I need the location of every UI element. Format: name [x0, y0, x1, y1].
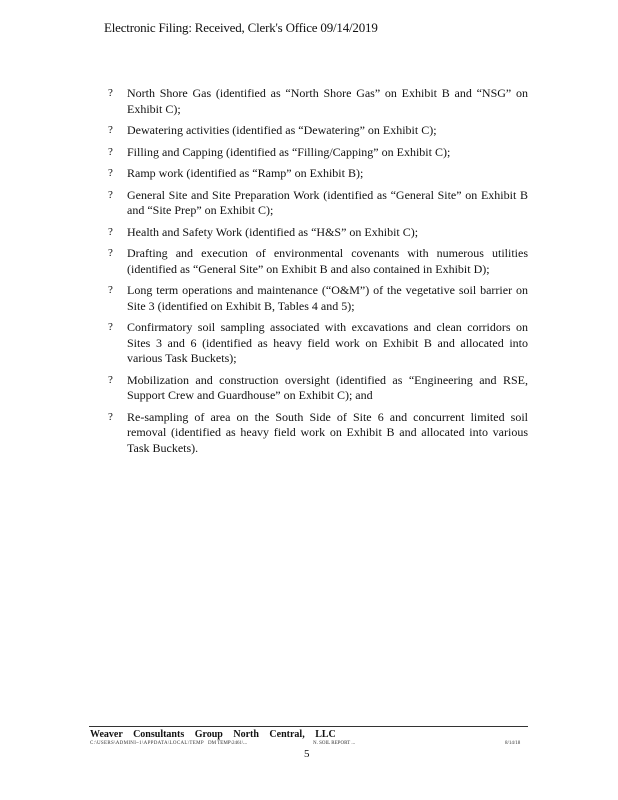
footer-firm-name: Weaver Consultants Group North Central, LLC [90, 729, 336, 740]
bullet-glyph: ? [108, 410, 113, 423]
list-item-text: Drafting and execution of environmental covenants with numerous utilities (identified as “General Site” on Exhibit B and also contained in Exhibit D); [127, 246, 528, 276]
list-item [108, 188, 528, 219]
list-item-text: Ramp work (identified as “Ramp” on Exhibit B); [127, 166, 364, 180]
footer-doc-name: N. SOIL REPORT ... [313, 741, 356, 746]
bullet-glyph: ? [108, 188, 113, 201]
bullet-glyph: ? [108, 225, 113, 238]
bullet-glyph: ? [108, 284, 113, 296]
list-item-text: General Site and Site Preparation Work (identified as “General Site” on Exhibit B and “Site Prep” on Exhibit C); [127, 187, 528, 217]
bullet-glyph: ? [108, 167, 113, 179]
list-item [108, 123, 528, 139]
page-number: 5 [304, 748, 310, 760]
list-item [108, 373, 528, 404]
footer-divider [89, 726, 528, 727]
list-item [108, 86, 528, 117]
list-item-text: Health and Safety Work (identified as “H&S” on Exhibit C); [127, 224, 419, 239]
list-item [108, 166, 528, 182]
list-item-text: North Shore Gas (identified as “North Shore Gas” on Exhibit B and “NSG” on Exhibit C); [127, 86, 528, 116]
footer-file-path: C:\USERS\ADMINI~1\APPDATA\LOCAL\TEMP [90, 741, 204, 746]
footer-doc-id: DM TEMP\2461\... [208, 741, 248, 746]
bullet-glyph: ? [108, 145, 113, 158]
list-item-text: Long term operations and maintenance (“O&M”) of the vegetative soil barrier on Site 3 (identified on Exhibit B, Tables 4 and 5); [127, 283, 528, 313]
list-item-text: Mobilization and construction oversight (identified as “Engineering and RSE, Support Crew and Guardhouse” on Exhibit C); and [127, 372, 528, 402]
list-item [108, 145, 528, 161]
list-item [108, 225, 528, 241]
list-item [108, 410, 528, 457]
bullet-glyph: ? [108, 87, 113, 99]
list-item-text: Confirmatory soil sampling associated with excavations and clean corridors on Sites 3 and 6 (identified as heavy field work on Exhibit B and allocated into various Task Buckets); [127, 320, 528, 365]
list-item [108, 320, 528, 367]
task-list [108, 86, 528, 462]
list-item-text: Re-sampling of area on the South Side of Site 6 and concurrent limited soil removal (identified as heavy field work on Exhibit B and allocated into various Task Buckets). [127, 409, 528, 455]
list-item-text: Dewatering activities (identified as “Dewatering” on Exhibit C); [127, 123, 437, 137]
list-item [108, 246, 528, 277]
list-item [108, 283, 528, 314]
bullet-glyph: ? [108, 373, 113, 386]
list-item-text: Filling and Capping (identified as “Filling/Capping” on Exhibit C); [127, 144, 451, 159]
footer-date: 8/14/18 [505, 741, 521, 746]
bullet-glyph: ? [108, 124, 113, 136]
bullet-glyph: ? [108, 321, 113, 333]
bullet-glyph: ? [108, 247, 113, 259]
filing-stamp-header: Electronic Filing: Received, Clerk's Office 09/14/2019 [104, 20, 378, 35]
